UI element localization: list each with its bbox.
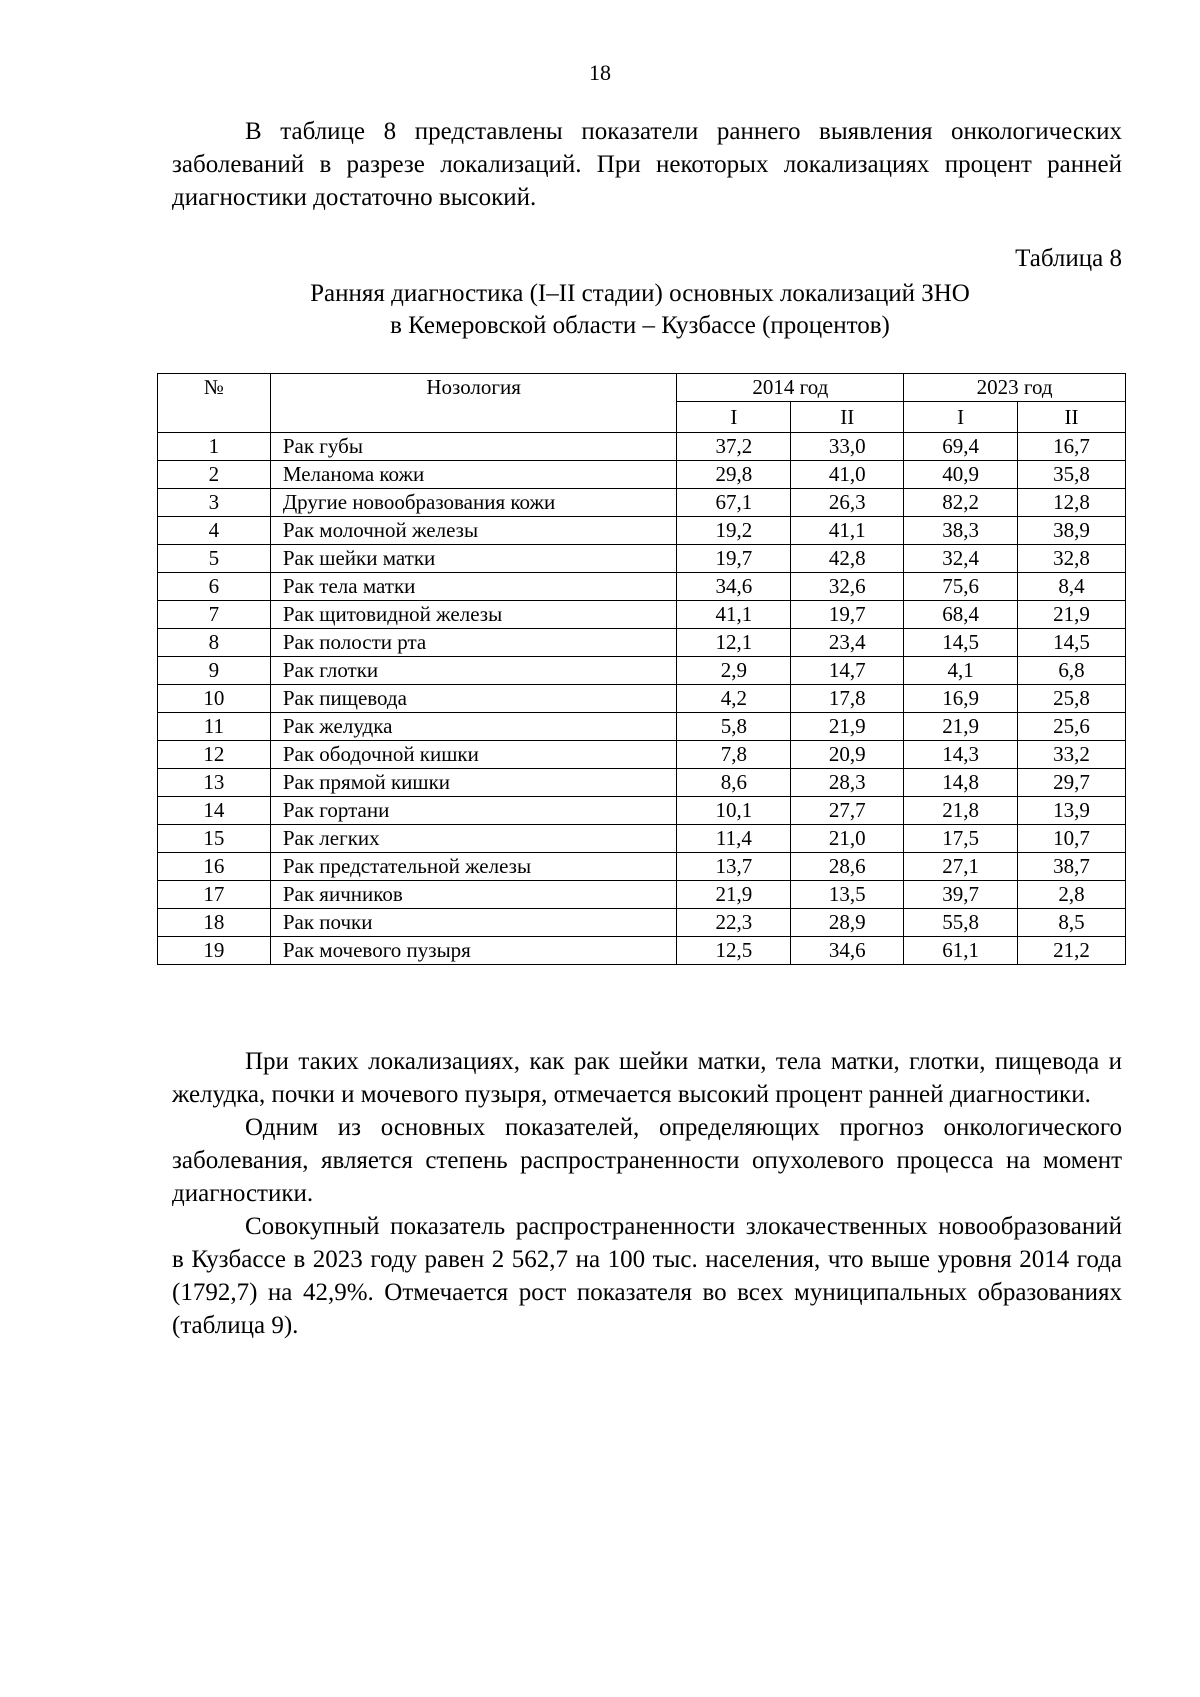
row-nosology: Рак яичников [270, 881, 677, 909]
row-2023-stage-ii: 25,6 [1018, 713, 1126, 741]
row-nosology: Рак предстательной железы [270, 853, 677, 881]
row-2023-stage-ii: 25,8 [1018, 685, 1126, 713]
table-row [158, 489, 1126, 517]
row-2023-stage-i: 14,3 [904, 741, 1018, 769]
row-2014-stage-ii: 19,7 [791, 601, 904, 629]
row-2014-stage-ii: 28,9 [791, 909, 904, 937]
row-2023-stage-ii: 21,9 [1018, 601, 1126, 629]
row-2023-stage-ii: 38,9 [1018, 517, 1126, 545]
row-number: 9 [158, 657, 271, 685]
row-2014-stage-i: 12,5 [677, 937, 791, 965]
row-nosology: Рак почки [270, 909, 677, 937]
row-2023-stage-i: 17,5 [904, 825, 1018, 853]
table-row [158, 825, 1126, 853]
row-nosology: Рак тела матки [270, 573, 677, 601]
row-nosology: Рак мочевого пузыря [270, 937, 677, 965]
header-num: № [158, 374, 271, 433]
row-2023-stage-i: 21,8 [904, 797, 1018, 825]
row-2023-stage-i: 38,3 [904, 517, 1018, 545]
table-title [160, 278, 1120, 342]
row-2014-stage-i: 5,8 [677, 713, 791, 741]
row-number: 14 [158, 797, 271, 825]
table-row [158, 685, 1126, 713]
row-number: 11 [158, 713, 271, 741]
row-nosology: Рак щитовидной железы [270, 601, 677, 629]
header-year-2014: 2014 год [677, 374, 904, 402]
row-2014-stage-i: 22,3 [677, 909, 791, 937]
table-row [158, 573, 1126, 601]
row-2014-stage-ii: 42,8 [791, 545, 904, 573]
row-2014-stage-ii: 27,7 [791, 797, 904, 825]
row-2023-stage-i: 27,1 [904, 853, 1018, 881]
header-year-2023: 2023 год [904, 374, 1126, 402]
row-2023-stage-ii: 32,8 [1018, 545, 1126, 573]
table-title-line-2: в Кемеровской области – Кузбассе (процентов) [390, 312, 890, 339]
row-2014-stage-i: 10,1 [677, 797, 791, 825]
row-nosology: Рак глотки [270, 657, 677, 685]
table-number-label: Таблица 8 [1015, 245, 1122, 272]
header-2014-stage-i: I [677, 402, 791, 433]
row-2014-stage-ii: 20,9 [791, 741, 904, 769]
row-2023-stage-ii: 33,2 [1018, 741, 1126, 769]
table-row [158, 657, 1126, 685]
row-2014-stage-i: 13,7 [677, 853, 791, 881]
row-nosology: Рак легких [270, 825, 677, 853]
row-2014-stage-i: 34,6 [677, 573, 791, 601]
row-number: 10 [158, 685, 271, 713]
table-row [158, 881, 1126, 909]
row-2023-stage-i: 14,8 [904, 769, 1018, 797]
row-2023-stage-i: 16,9 [904, 685, 1018, 713]
row-2023-stage-ii: 21,2 [1018, 937, 1126, 965]
table-row [158, 545, 1126, 573]
row-2023-stage-ii: 2,8 [1018, 881, 1126, 909]
row-2023-stage-ii: 6,8 [1018, 657, 1126, 685]
row-2023-stage-ii: 29,7 [1018, 769, 1126, 797]
row-nosology: Рак пищевода [270, 685, 677, 713]
paragraph-prognosis: Одним из основных показателей, определяющих прогноз онкологического заболевания, является степень распространенности опухолевого процесса на момент диагностики. [172, 1114, 1122, 1207]
row-number: 18 [158, 909, 271, 937]
row-2014-stage-ii: 28,3 [791, 769, 904, 797]
table-row [158, 601, 1126, 629]
table-header [158, 374, 1126, 433]
row-nosology: Рак желудка [270, 713, 677, 741]
table-row [158, 797, 1126, 825]
row-2014-stage-ii: 32,6 [791, 573, 904, 601]
intro-paragraph: В таблице 8 представлены показатели раннего выявления онкологических заболеваний в разрезе локализаций. При некоторых локализациях процент ранней диагностики достаточно высокий. [172, 118, 1122, 211]
row-2023-stage-i: 68,4 [904, 601, 1018, 629]
row-2023-stage-i: 4,1 [904, 657, 1018, 685]
row-2023-stage-i: 40,9 [904, 461, 1018, 489]
row-2023-stage-i: 39,7 [904, 881, 1018, 909]
table-row [158, 629, 1126, 657]
table-row [158, 741, 1126, 769]
table-row [158, 937, 1126, 965]
row-2014-stage-i: 19,7 [677, 545, 791, 573]
row-2023-stage-i: 14,5 [904, 629, 1018, 657]
row-2014-stage-ii: 41,1 [791, 517, 904, 545]
table-row [158, 769, 1126, 797]
row-2014-stage-i: 37,2 [677, 433, 791, 461]
row-number: 7 [158, 601, 271, 629]
row-nosology: Другие новообразования кожи [270, 489, 677, 517]
table-row [158, 713, 1126, 741]
row-2023-stage-ii: 16,7 [1018, 433, 1126, 461]
row-2023-stage-ii: 12,8 [1018, 489, 1126, 517]
row-number: 4 [158, 517, 271, 545]
row-2014-stage-i: 29,8 [677, 461, 791, 489]
table-row [158, 909, 1126, 937]
header-2014-stage-ii: II [791, 402, 904, 433]
row-2014-stage-i: 2,9 [677, 657, 791, 685]
table-body [158, 433, 1126, 965]
row-2023-stage-i: 75,6 [904, 573, 1018, 601]
row-number: 6 [158, 573, 271, 601]
row-nosology: Рак гортани [270, 797, 677, 825]
row-number: 13 [158, 769, 271, 797]
row-number: 15 [158, 825, 271, 853]
table-row [158, 517, 1126, 545]
row-number: 17 [158, 881, 271, 909]
row-number: 5 [158, 545, 271, 573]
row-nosology: Рак губы [270, 433, 677, 461]
row-2023-stage-i: 21,9 [904, 713, 1018, 741]
row-number: 16 [158, 853, 271, 881]
row-2014-stage-i: 11,4 [677, 825, 791, 853]
row-2014-stage-i: 4,2 [677, 685, 791, 713]
row-2014-stage-ii: 41,0 [791, 461, 904, 489]
row-2014-stage-ii: 23,4 [791, 629, 904, 657]
row-nosology: Рак прямой кишки [270, 769, 677, 797]
row-2014-stage-i: 41,1 [677, 601, 791, 629]
table-header-row-1 [158, 374, 1126, 402]
row-nosology: Рак ободочной кишки [270, 741, 677, 769]
header-2023-stage-ii: II [1018, 402, 1126, 433]
row-2023-stage-i: 69,4 [904, 433, 1018, 461]
row-2023-stage-ii: 8,5 [1018, 909, 1126, 937]
header-nosology: Нозология [270, 374, 677, 433]
row-2014-stage-ii: 21,0 [791, 825, 904, 853]
row-2014-stage-ii: 21,9 [791, 713, 904, 741]
row-2014-stage-ii: 14,7 [791, 657, 904, 685]
header-2023-stage-i: I [904, 402, 1018, 433]
row-2014-stage-ii: 13,5 [791, 881, 904, 909]
row-2014-stage-i: 8,6 [677, 769, 791, 797]
row-nosology: Меланома кожи [270, 461, 677, 489]
row-2023-stage-i: 82,2 [904, 489, 1018, 517]
row-number: 19 [158, 937, 271, 965]
row-2023-stage-ii: 10,7 [1018, 825, 1126, 853]
row-2014-stage-ii: 28,6 [791, 853, 904, 881]
row-2014-stage-i: 21,9 [677, 881, 791, 909]
row-2014-stage-ii: 33,0 [791, 433, 904, 461]
row-2014-stage-i: 67,1 [677, 489, 791, 517]
row-2023-stage-i: 32,4 [904, 545, 1018, 573]
row-2023-stage-ii: 35,8 [1018, 461, 1126, 489]
paragraph-prevalence: Совокупный показатель распространенности злокачественных новообразований в Кузбассе в 2023 году равен 2 562,7 на 100 тыс. населения, что выше уровня 2014 года (1792,7) на 42,9%. Отмечается рост показателя во всех муниципальных образованиях (таблица 9). [172, 1213, 1122, 1339]
row-number: 12 [158, 741, 271, 769]
row-2023-stage-ii: 38,7 [1018, 853, 1126, 881]
row-2023-stage-ii: 13,9 [1018, 797, 1126, 825]
row-2023-stage-i: 55,8 [904, 909, 1018, 937]
row-nosology: Рак шейки матки [270, 545, 677, 573]
page-number: 18 [589, 60, 611, 85]
table-row [158, 461, 1126, 489]
row-number: 8 [158, 629, 271, 657]
early-diagnosis-table [157, 373, 1126, 965]
row-2023-stage-ii: 8,4 [1018, 573, 1126, 601]
table-title-line-1: Ранняя диагностика (I–II стадии) основных локализаций ЗНО [310, 280, 970, 307]
table-row [158, 433, 1126, 461]
row-number: 2 [158, 461, 271, 489]
row-2023-stage-ii: 14,5 [1018, 629, 1126, 657]
row-2023-stage-i: 61,1 [904, 937, 1018, 965]
row-2014-stage-i: 19,2 [677, 517, 791, 545]
row-2014-stage-ii: 34,6 [791, 937, 904, 965]
after-table-text [172, 1045, 1122, 1342]
row-nosology: Рак полости рта [270, 629, 677, 657]
row-number: 1 [158, 433, 271, 461]
paragraph-high-percent: При таких локализациях, как рак шейки матки, тела матки, глотки, пищевода и желудка, почки и мочевого пузыря, отмечается высокий процент ранней диагностики. [172, 1048, 1122, 1108]
row-2014-stage-i: 7,8 [677, 741, 791, 769]
row-nosology: Рак молочной железы [270, 517, 677, 545]
row-2014-stage-ii: 26,3 [791, 489, 904, 517]
table-row [158, 853, 1126, 881]
row-2014-stage-ii: 17,8 [791, 685, 904, 713]
row-number: 3 [158, 489, 271, 517]
row-2014-stage-i: 12,1 [677, 629, 791, 657]
